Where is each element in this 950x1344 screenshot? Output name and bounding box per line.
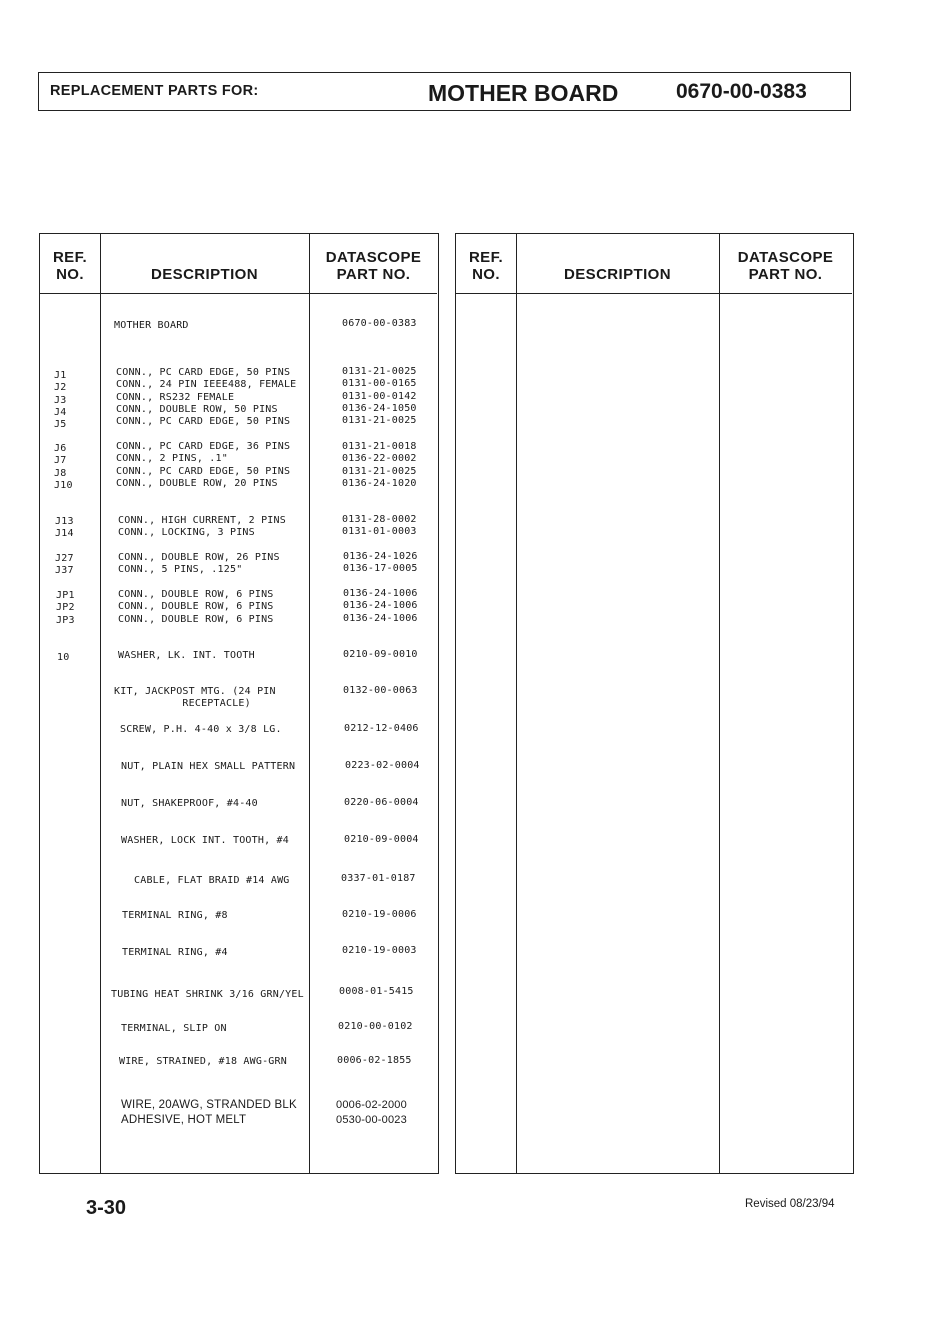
left-col-divider-2: [309, 234, 310, 1173]
parts-group-part-numbers: 0220-06-0004: [344, 797, 419, 808]
parts-group-final-part-numbers: 0006-02-2000 0530-00-0023: [336, 1099, 407, 1126]
parts-group-part-numbers: 0136-24-1006 0136-24-1006 0136-24-1006: [343, 588, 418, 624]
parts-group: TERMINAL, SLIP ON: [121, 1023, 227, 1034]
header-label: REPLACEMENT PARTS FOR:: [50, 83, 259, 99]
left-ref-header: REF. NO.: [52, 249, 88, 283]
parts-group-part-numbers: 0210-00-0102: [338, 1021, 413, 1032]
parts-group: TERMINAL RING, #4: [122, 947, 228, 958]
parts-group: CONN., PC CARD EDGE, 50 PINS CONN., 24 PIN IEEE488, FEMALE CONN., RS232 FEMALE CONN., DOUBLE ROW, 50 PINS CONN., PC CARD EDGE, 50 PINS: [116, 367, 297, 428]
parts-group-part-numbers: 0210-19-0003: [342, 945, 417, 956]
parts-group-part-numbers: 0008-01-5415: [339, 986, 414, 997]
left-part-header: DATASCOPE PART NO.: [325, 249, 422, 283]
right-description-header: DESCRIPTION: [564, 266, 671, 283]
right-col-divider-1: [516, 234, 517, 1173]
parts-group: CABLE, FLAT BRAID #14 AWG: [134, 875, 290, 886]
parts-group: CONN., HIGH CURRENT, 2 PINS CONN., LOCKING, 3 PINS: [118, 515, 286, 539]
parts-group: TERMINAL RING, #8: [122, 910, 228, 921]
left-description-header: DESCRIPTION: [151, 266, 258, 283]
parts-group-part-numbers: 0223-02-0004: [345, 760, 420, 771]
parts-group-part-numbers: 0131-21-0025 0131-00-0165 0131-00-0142 0136-24-1050 0131-21-0025: [342, 366, 417, 427]
parts-group: MOTHER BOARD: [114, 320, 189, 331]
parts-group-part-numbers: 0670-00-0383: [342, 318, 417, 329]
parts-group-part-numbers: 0132-00-0063: [343, 685, 418, 696]
header-title: MOTHER BOARD: [428, 80, 619, 106]
parts-group: WIRE, STRAINED, #18 AWG-GRN: [119, 1056, 287, 1067]
right-parts-table: [455, 233, 854, 1174]
parts-group: WASHER, LK. INT. TOOTH: [118, 650, 255, 661]
parts-group-refs: JP1 JP2 JP3: [56, 590, 75, 626]
left-col-divider-1: [100, 234, 101, 1173]
parts-group-part-numbers: 0210-19-0006: [342, 909, 417, 920]
parts-group-part-numbers: 0212-12-0406: [344, 723, 419, 734]
parts-group-refs: J1 J2 J3 J4 J5: [54, 370, 67, 431]
parts-group-part-numbers: 0210-09-0010: [343, 649, 418, 660]
parts-group: CONN., DOUBLE ROW, 6 PINS CONN., DOUBLE ROW, 6 PINS CONN., DOUBLE ROW, 6 PINS: [118, 589, 274, 625]
parts-group-final: WIRE, 20AWG, STRANDED BLK ADHESIVE, HOT MELT: [121, 1099, 297, 1126]
parts-group-refs: J27 J37: [55, 553, 74, 577]
parts-group: CONN., DOUBLE ROW, 26 PINS CONN., 5 PINS, .125": [118, 552, 280, 576]
right-col-divider-2: [719, 234, 720, 1173]
parts-group-refs: J6 J7 J8 J10: [54, 443, 73, 491]
right-part-header: DATASCOPE PART NO.: [737, 249, 834, 283]
parts-group: NUT, PLAIN HEX SMALL PATTERN: [121, 761, 296, 772]
parts-group-part-numbers: 0131-21-0018 0136-22-0002 0131-21-0025 0136-24-1020: [342, 441, 417, 489]
parts-group: NUT, SHAKEPROOF, #4-40: [121, 798, 258, 809]
revision-date: Revised 08/23/94: [745, 1198, 835, 1210]
parts-group: WASHER, LOCK INT. TOOTH, #4: [121, 835, 289, 846]
right-ref-header: REF. NO.: [468, 249, 504, 283]
parts-group-part-numbers: 0131-28-0002 0131-01-0003: [342, 514, 417, 538]
header-part-number: 0670-00-0383: [676, 80, 807, 103]
page-number: 3-30: [86, 1197, 127, 1219]
parts-group: TUBING HEAT SHRINK 3/16 GRN/YEL: [111, 989, 304, 1000]
parts-group-part-numbers: 0337-01-0187: [341, 873, 416, 884]
parts-group-refs: 10: [57, 652, 70, 663]
parts-group: CONN., PC CARD EDGE, 36 PINS CONN., 2 PINS, .1" CONN., PC CARD EDGE, 50 PINS CONN., DOUBLE ROW, 20 PINS: [116, 441, 291, 489]
parts-group: SCREW, P.H. 4-40 x 3/8 LG.: [120, 724, 282, 735]
parts-group: KIT, JACKPOST MTG. (24 PIN RECEPTACLE): [114, 686, 276, 710]
parts-group-refs: J13 J14: [55, 516, 74, 540]
parts-group-part-numbers: 0006-02-1855: [337, 1055, 412, 1066]
parts-group-part-numbers: 0136-24-1026 0136-17-0005: [343, 551, 418, 575]
parts-group-part-numbers: 0210-09-0004: [344, 834, 419, 845]
